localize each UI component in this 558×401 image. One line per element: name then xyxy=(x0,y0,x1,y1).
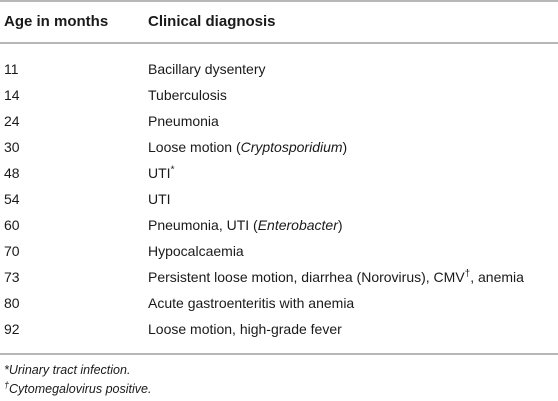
diagnosis-cell xyxy=(148,108,219,134)
diagnosis-cell xyxy=(148,212,343,238)
footnote-cmv xyxy=(4,380,151,399)
age-cell: 60 xyxy=(4,217,20,233)
footnote-dagger: † xyxy=(4,379,10,390)
table-row xyxy=(0,290,558,316)
table-row xyxy=(0,316,558,342)
diagnosis-text: ) xyxy=(342,139,348,155)
age-cell: 14 xyxy=(4,87,20,103)
table-bottom-rule xyxy=(0,353,558,355)
diagnosis-cell xyxy=(148,134,347,160)
diagnosis-cell xyxy=(148,186,171,212)
diagnosis-text: UTI xyxy=(148,165,171,181)
diagnosis-text: Hypocalcaemia xyxy=(148,243,244,259)
table-row xyxy=(0,56,558,82)
header-age: Age in months xyxy=(4,13,109,30)
diagnosis-text: Bacillary dysentery xyxy=(148,61,266,77)
organism-name: Cryptosporidium xyxy=(240,139,343,155)
diagnosis-text: Pneumonia, UTI ( xyxy=(148,217,258,233)
diagnosis-text: Loose motion ( xyxy=(148,139,241,155)
table-row xyxy=(0,134,558,160)
diagnosis-cell xyxy=(148,56,266,82)
table-row xyxy=(0,160,558,186)
diagnosis-cell xyxy=(148,160,174,186)
table-body xyxy=(0,44,558,342)
footnotes xyxy=(4,361,151,399)
diagnosis-text: Acute gastroenteritis with anemia xyxy=(148,295,355,311)
table-header-row xyxy=(0,0,558,44)
age-cell: 11 xyxy=(4,61,19,77)
age-cell: 24 xyxy=(4,113,20,129)
diagnosis-text: Persistent loose motion, diarrhea (Norovirus), CMV xyxy=(148,269,465,285)
diagnosis-cell xyxy=(148,290,354,316)
organism-name: Enterobacter xyxy=(257,217,338,233)
diagnosis-cell xyxy=(148,238,244,264)
diagnosis-cell xyxy=(148,82,227,108)
age-cell: 48 xyxy=(4,165,20,181)
diagnosis-text: Pneumonia xyxy=(148,113,219,129)
diagnosis-cell xyxy=(148,316,342,342)
age-cell: 80 xyxy=(4,295,20,311)
table-row xyxy=(0,108,558,134)
table-row xyxy=(0,82,558,108)
header-diagnosis: Clinical diagnosis xyxy=(148,13,276,30)
age-cell: 30 xyxy=(4,139,20,155)
diagnosis-text: ) xyxy=(337,217,343,233)
age-cell: 92 xyxy=(4,321,20,337)
table-row xyxy=(0,212,558,238)
footnote-mark: * xyxy=(170,164,175,176)
footnote-mark: † xyxy=(464,268,471,280)
footnote-uti: *Urinary tract infection. xyxy=(4,363,131,377)
diagnosis-text: Loose motion, high-grade fever xyxy=(148,321,342,337)
age-cell: 73 xyxy=(4,269,20,285)
table-row xyxy=(0,186,558,212)
diagnosis-text: , anemia xyxy=(470,269,524,285)
footnote-cmv-text: Cytomegalovirus positive. xyxy=(9,382,152,396)
table-row xyxy=(0,238,558,264)
table-row xyxy=(0,264,558,290)
age-cell: 54 xyxy=(4,191,20,207)
diagnosis-text: UTI xyxy=(148,191,171,207)
diagnosis-text: Tuberculosis xyxy=(148,87,227,103)
diagnosis-cell xyxy=(148,264,524,290)
age-cell: 70 xyxy=(4,243,20,259)
